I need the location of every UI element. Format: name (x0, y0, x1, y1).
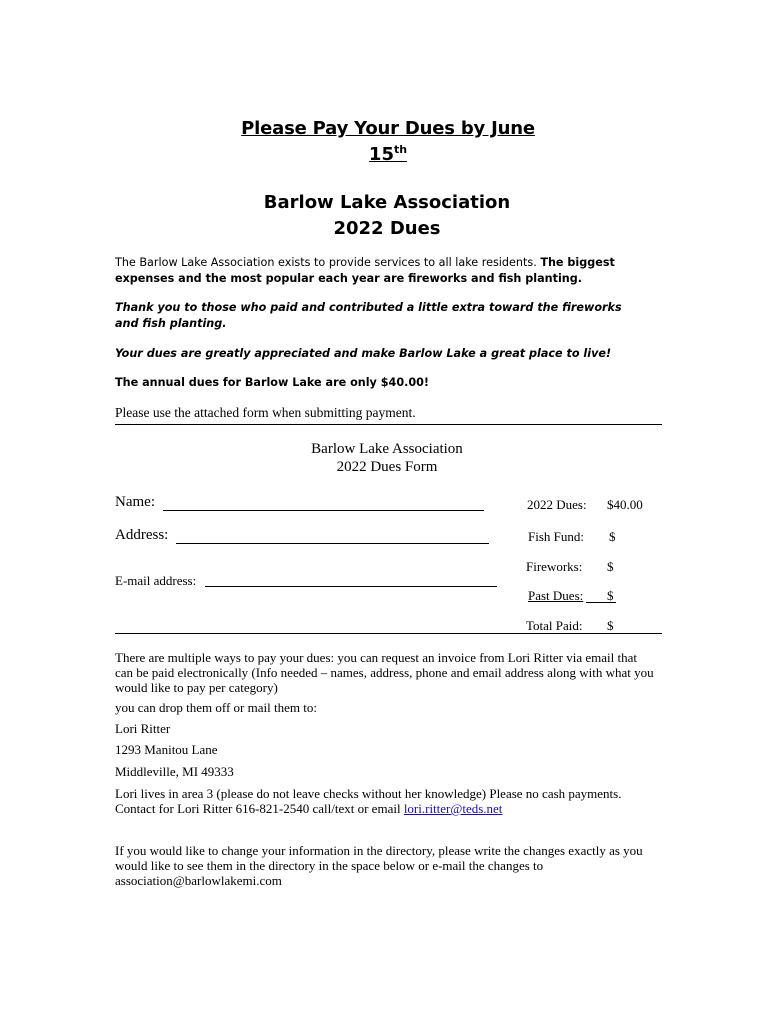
contact-name: Lori Ritter (115, 721, 171, 736)
divider-top (115, 424, 662, 425)
dues-value: $40.00 (607, 497, 643, 512)
past-dues-value[interactable]: $ (607, 588, 614, 603)
intro-bold: The biggest expenses and the most popular each year are fireworks and fish planting. (115, 256, 615, 285)
payment-methods-paragraph: There are multiple ways to pay your dues: you can request an invoice from Lori Ritter via email that can be paid electronically (Info needed – names, address, phone and email address along with what you would like to pay per category) (115, 650, 654, 695)
email-label: E-mail address: (115, 573, 197, 588)
directory-paragraph: If you would like to change your information in the directory, please write the changes exactly as you would like to see them in the directory in the space below or e-mail the changes to association@barlowlakemi.com (115, 843, 643, 888)
pay-by-heading: Please Pay Your Dues by June (241, 118, 535, 139)
contact-paragraph (115, 786, 655, 816)
address-field[interactable] (176, 543, 489, 544)
email-field[interactable] (205, 586, 497, 587)
thank-you-paragraph: Thank you to those who paid and contributed a little extra toward the fireworks and fish planting. (115, 301, 622, 330)
contact-email-link[interactable]: lori.ritter@teds.net (403, 801, 503, 816)
dues-label: 2022 Dues: (527, 497, 587, 512)
use-form-text: Please use the attached form when submitting payment. (115, 405, 416, 420)
address-label: Address: (115, 527, 169, 543)
form-title: Barlow Lake Association (311, 441, 463, 457)
pay-day: 15 (368, 144, 394, 165)
intro-plain: The Barlow Lake Association exists to provide services to all lake residents. (115, 256, 537, 269)
name-label: Name: (115, 494, 155, 510)
fireworks-value[interactable]: $ (607, 559, 614, 574)
contact-text: Lori lives in area 3 (please do not leave checks without her knowledge) Please no cash payments. Contact for Lori Ritter 616-821-2540 call/text or email (115, 786, 622, 816)
fish-fund-label: Fish Fund: (528, 529, 584, 544)
past-dues-label: Past Dues: (528, 588, 584, 603)
dues-year-title: 2022 Dues (333, 218, 441, 239)
mail-instructions: you can drop them off or mail them to: (115, 700, 317, 715)
pay-by-date (0, 143, 770, 165)
fish-fund-value[interactable]: $ (609, 529, 616, 544)
contact-city: Middleville, MI 49333 (115, 764, 234, 779)
total-paid-value[interactable]: $ (607, 618, 614, 633)
name-field[interactable] (163, 510, 484, 511)
contact-street: 1293 Manitou Lane (115, 742, 218, 757)
total-paid-label: Total Paid: (526, 618, 583, 633)
divider-bottom (115, 633, 662, 634)
appreciation-paragraph: Your dues are greatly appreciated and make Barlow Lake a great place to live! (115, 347, 612, 360)
intro-paragraph (115, 255, 635, 287)
org-title: Barlow Lake Association (263, 192, 511, 213)
pay-day-suffix: th (393, 143, 408, 156)
annual-dues-paragraph: The annual dues for Barlow Lake are only $40.00! (115, 376, 430, 389)
fireworks-label: Fireworks: (526, 559, 583, 574)
form-subtitle: 2022 Dues Form (336, 459, 438, 475)
